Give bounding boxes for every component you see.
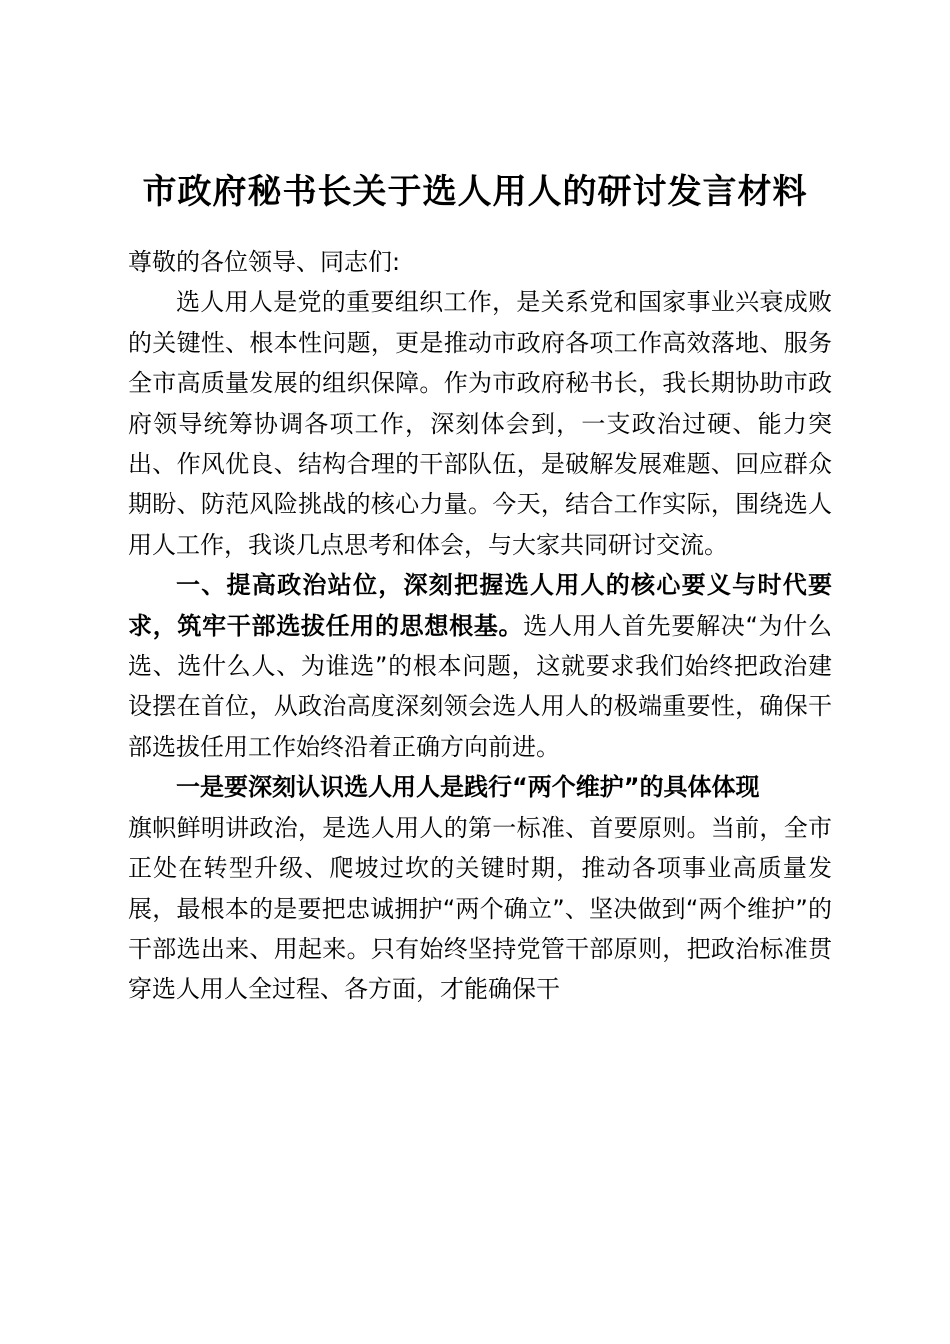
intro-paragraph: 选人用人是党的重要组织工作，是关系党和国家事业兴衰成败的关键性、根本性问题，更是推动市政府各项工作高效落地、服务全市高质量发展的组织保障。作为市政府秘书长，我长期协助市政府领导统筹协调各项工作，深刻体会到，一支政治过硬、能力突出、作风优良、结构合理的干部队伍，是破解发展难题、回应群众期盼、防范风险挑战的核心力量。今天，结合工作实际，围绕选人用人工作，我谈几点思考和体会，与大家共同研讨交流。 — [128, 288, 832, 559]
document-title: 市政府秘书长关于选人用人的研讨发言材料 — [142, 172, 808, 212]
point-1-heading: 一是要深刻认识选人用人是践行“两个维护”的具体体现 — [176, 773, 760, 802]
section-1-paragraph — [128, 565, 832, 767]
section-1-body: 选人用人首先要解决“为什么选、选什么人、为谁选”的根本问题，这就要求我们始终把政治建设摆在首位，从政治高度深刻领会选人用人的极端重要性，确保干部选拔任用工作始终沿着正确方向前进。 — [128, 611, 833, 761]
point-1-body: 旗帜鲜明讲政治，是选人用人的第一标准、首要原则。当前，全市正处在转型升级、爬坡过坎的关键时期，推动各项事业高质量发展，最根本的是要把忠诚拥护“两个确立”、坚决做到“两个维护”的干部选出来、用起来。只有始终坚持党管干部原则，把政治标准贯穿选人用人全过程、各方面，才能确保干 — [128, 813, 832, 1004]
section-1-heading: 一、提高政治站位，深刻把握选人用人的核心要义与时代要求，筑牢干部选拔任用的思想根基。 — [128, 571, 832, 640]
salutation: 尊敬的各位领导、同志们: — [128, 248, 401, 276]
document-body — [128, 242, 832, 1010]
